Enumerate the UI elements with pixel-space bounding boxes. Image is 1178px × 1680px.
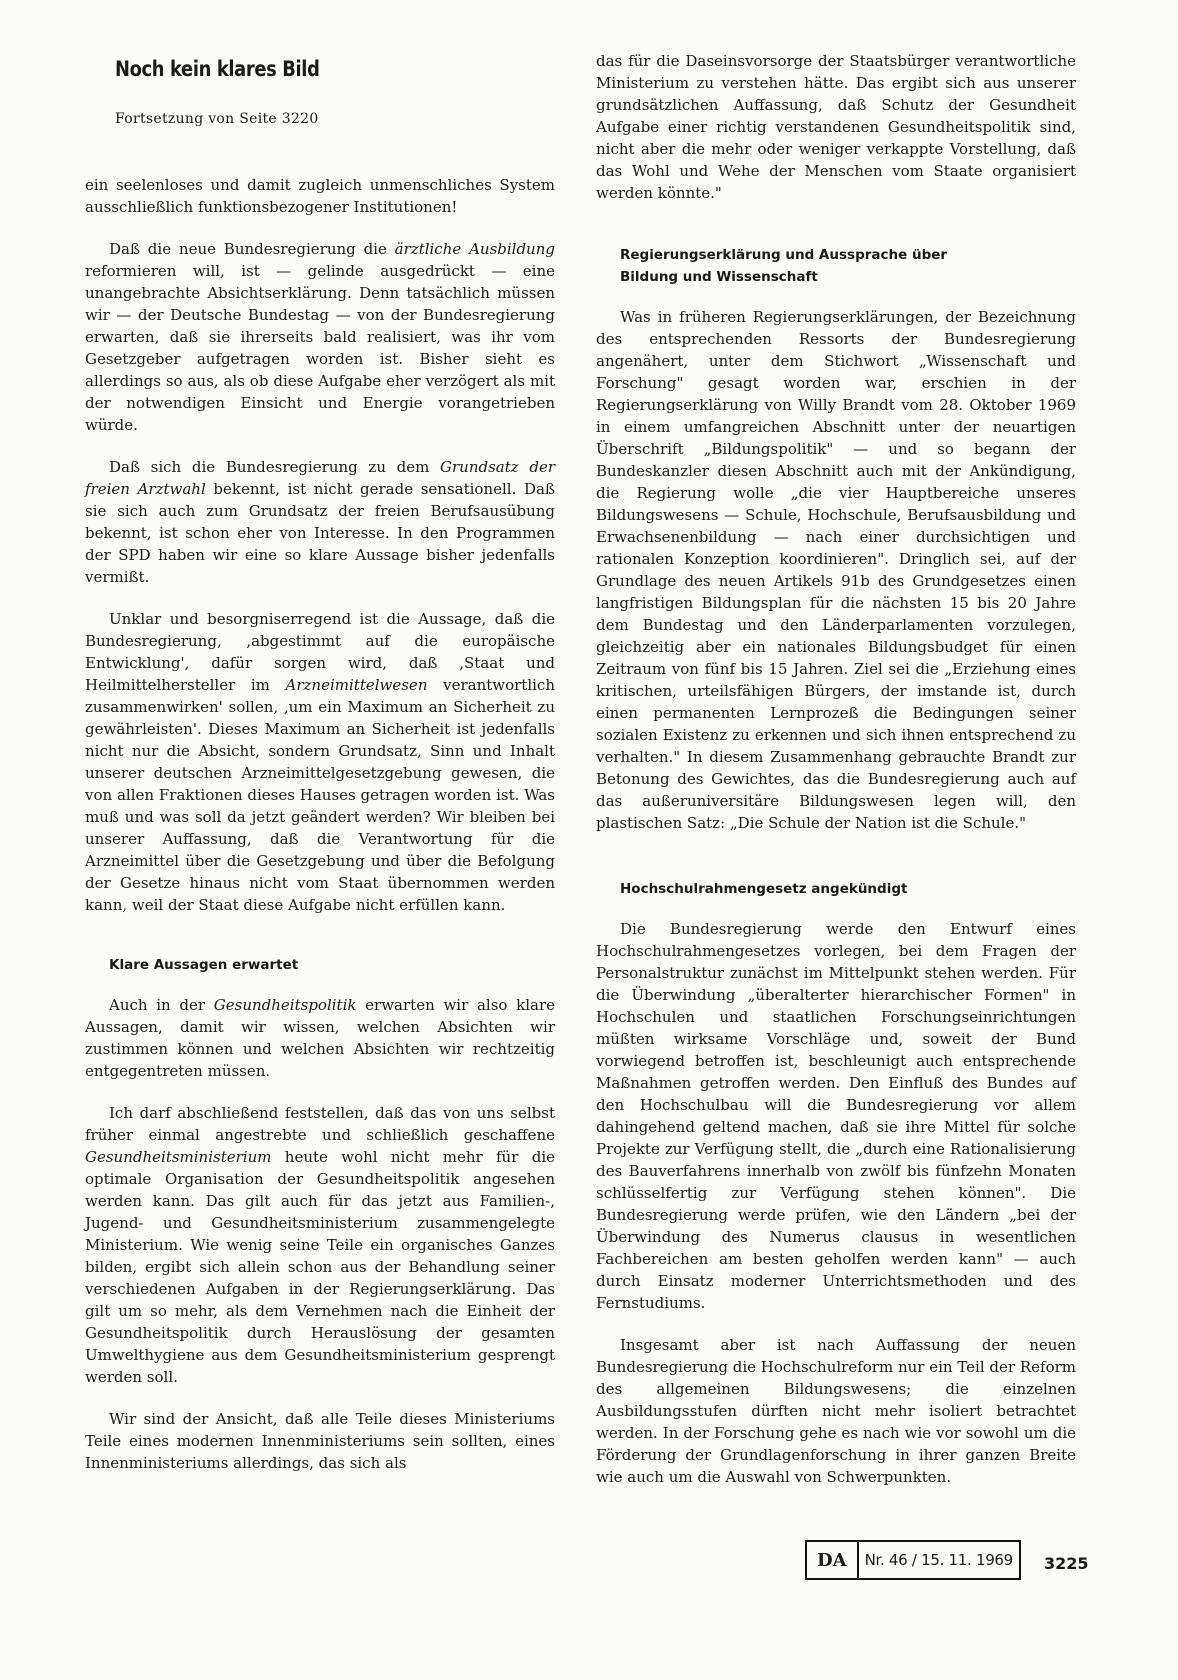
right-column	[596, 50, 1076, 1508]
paragraph: Wir sind der Ansicht, daß alle Teile dieses Ministeriums Teile eines modernen Innenministeriums sein sollten, eines Innenministeriums allerdings, das sich als	[85, 1410, 555, 1472]
paragraph: Die Bundesregierung werde den Entwurf eines Hochschulrahmengesetzes vorlegen, bei dem Fragen der Personalstruktur zunächst im Mittelpunkt stehen werden. Für die Überwindung „überalterter hierarchischer Formen" in Hochschulen und staatlichen Forschungseinrichtungen müßten wirksame Vorschläge und, soweit der Bund vorwiegend betroffen ist, beschleunigt auch entsprechende Maßnahmen getroffen werden. Den Einfluß des Bundes auf den Hochschulbau will die Bundesregierung vor allem dahingehend geltend machen, daß sie ihre Mittel für solche Projekte zur Verfügung stellt, die „durch eine Rationalisierung des Bauverfahrens innerhalb von zwölf bis fünfzehn Monaten schlüsselfertig zur Verfügung stehen können". Die Bundesregierung werde prüfen, wie den Ländern „bei der Überwindung des Numerus clausus in wesentlichen Fachbereichen am besten geholfen werden kann" — auch durch Einsatz moderner Unterrichtsmethoden und des Fernstudiums.	[596, 920, 1076, 1312]
lead-paragraph: ein seelenloses und damit zugleich unmenschliches System ausschließlich funktionsbezogener Institutionen!	[85, 176, 555, 216]
continued-paragraph: das für die Daseinsvorsorge der Staatsbürger verantwortliche Ministerium zu verstehen hätte. Das ergibt sich aus unserer grundsätzlichen Auffassung, daß Schutz der Gesundheit Aufgabe einer richtig verstandenen Gesundheitspolitik sind, nicht aber die mehr oder weniger verkappte Vorstellung, daß das Wohl und Wehe der Menschen vom Staate organisiert werden könnte."	[596, 52, 1076, 202]
page-number: 3225	[1044, 1554, 1089, 1573]
paragraph: Ich darf abschließend feststellen, daß das von uns selbst früher einmal angestrebte und schließlich geschaffene Gesundheitsministerium heute wohl nicht mehr für die optimale Organisation der Gesundheitspolitik angesehen werden kann. Das gilt auch für das jetzt aus Familien-, Jugend- und Gesundheitsministerium zusammengelegte Ministerium. Wie wenig seine Teile ein organisches Ganzes bilden, ergibt sich allein schon aus der Behandlung seiner verschiedenen Aufgaben in der Regierungserklärung. Das gilt um so mehr, als dem Vernehmen nach die Einheit der Gesundheitspolitik durch Herauslösung der gesamten Umwelthygiene aus dem Gesundheitsministerium gesprengt werden soll.	[85, 1104, 555, 1386]
section-heading: Hochschulrahmengesetz angekündigt	[620, 881, 908, 897]
paragraph: Auch in der Gesundheitspolitik erwarten wir also klare Aussagen, damit wir wissen, welchen Absichten wir zustimmen können und welchen Absichten wir rechtzeitig entgegentreten müssen.	[85, 996, 556, 1080]
section-heading: Regierungserklärung und Aussprache über Bildung und Wissenschaft	[620, 247, 948, 285]
article-title: Noch kein klares Bild	[115, 57, 320, 81]
paragraph: Insgesamt aber ist nach Auffassung der neuen Bundesregierung die Hochschulreform nur ein Teil der Reform des allgemeinen Bildungswesens; die einzelnen Ausbildungsstufen dürften nicht mehr isoliert betrachtet werden. In der Forschung gehe es nach wie vor sowohl um die Förderung der Grundlagenforschung in ihrer ganzen Breite wie auch um die Auswahl von Schwerpunkten.	[596, 1336, 1076, 1486]
issue-footer	[805, 1540, 1021, 1580]
paragraph: Was in früheren Regierungserklärungen, der Bezeichnung des entsprechenden Ressorts der Bundesregierung angenähert, unter dem Stichwort „Wissenschaft und Forschung" gesagt worden war, erschien in der Regierungserklärung von Willy Brandt vom 28. Oktober 1969 in einem umfangreichen Abschnitt unter der neuartigen Überschrift „Bildungspolitik" — und so begann der Bundeskanzler diesen Abschnitt auch mit der Ankündigung, die Regierung wolle „die vier Hauptbereiche unseres Bildungswesens — Schule, Hochschule, Berufsausbildung und Erwachsenenbildung — nach einer durchsichtigen und rationalen Konzeption koordinieren". Dringlich sei, auf der Grundlage des neuen Artikels 91b des Grundgesetzes einen langfristigen Bildungsplan für die nächsten 15 bis 20 Jahre dem Bundestag und den Länderparlamenten vorzulegen, gleichzeitig aber ein nationales Bildungsbudget für einen Zeitraum von fünf bis 15 Jahren. Ziel sei die „Erziehung eines kritischen, urteilsfähigen Bürgers, der imstande ist, durch einen permanenten Lernprozeß die Bedingungen seiner sozialen Existenz zu erkennen und sich ihnen entsprechend zu verhalten." In diesem Zusammenhang gebrauchte Brandt zur Betonung des Gewichtes, das die Bundesregierung auch auf das außeruniversitäre Bildungswesen legen will, den plastischen Satz: „Die Schule der Nation ist die Schule."	[596, 308, 1076, 832]
continuation-note: Fortsetzung von Seite 3220	[115, 111, 319, 127]
paragraph: Daß die neue Bundesregierung die ärztliche Ausbildung reformieren will, ist — gelinde ausgedrückt — eine unangebrachte Absichtserklärung. Denn tatsächlich müssen wir — der Deutsche Bundestag — von der Bundesregierung erwarten, daß sie ihrerseits bald realisiert, was ihr vom Gesetzgeber aufgetragen worden ist. Bisher sieht es allerdings so aus, als ob diese Aufgabe eher verzögert als mit der notwendigen Einsicht und Energie vorangetrieben würde.	[85, 240, 555, 434]
section-heading: Klare Aussagen erwartet	[109, 957, 299, 973]
publication-logo: DA	[807, 1542, 859, 1578]
issue-number: Nr. 46 / 15. 11. 1969	[864, 1551, 1013, 1569]
left-column	[85, 50, 555, 1494]
paragraph: Daß sich die Bundesregierung zu dem Grundsatz der freien Arztwahl bekennt, ist nicht gerade sensationell. Daß sie sich auch zum Grundsatz der freien Berufsausübung bekennt, ist schon eher von Interesse. In den Programmen der SPD haben wir eine so klare Aussage bisher jedenfalls vermißt.	[85, 458, 555, 586]
paragraph: Unklar und besorgniserregend ist die Aussage, daß die Bundesregierung, ‚abgestimmt auf die europäische Entwicklung', dafür sorgen wird, daß ‚Staat und Heilmittelhersteller im Arzneimittelwesen verantwortlich zusammenwirken' sollen, ‚um ein Maximum an Sicherheit zu gewährleisten'. Dieses Maximum an Sicherheit ist jedenfalls nicht nur die Absicht, sondern Grundsatz, Sinn und Inhalt unserer deutschen Arzneimittelgesetzgebung gewesen, die von allen Fraktionen dieses Hauses getragen worden ist. Was muß und was soll da jetzt geändert werden? Wir bleiben bei unserer Auffassung, daß die Verantwortung für die Arzneimittel über die Gesetzgebung und über die Befolgung der Gesetze hinaus nicht vom Staat übernommen werden kann, weil der Staat diese Aufgabe nicht erfüllen kann.	[85, 610, 555, 914]
